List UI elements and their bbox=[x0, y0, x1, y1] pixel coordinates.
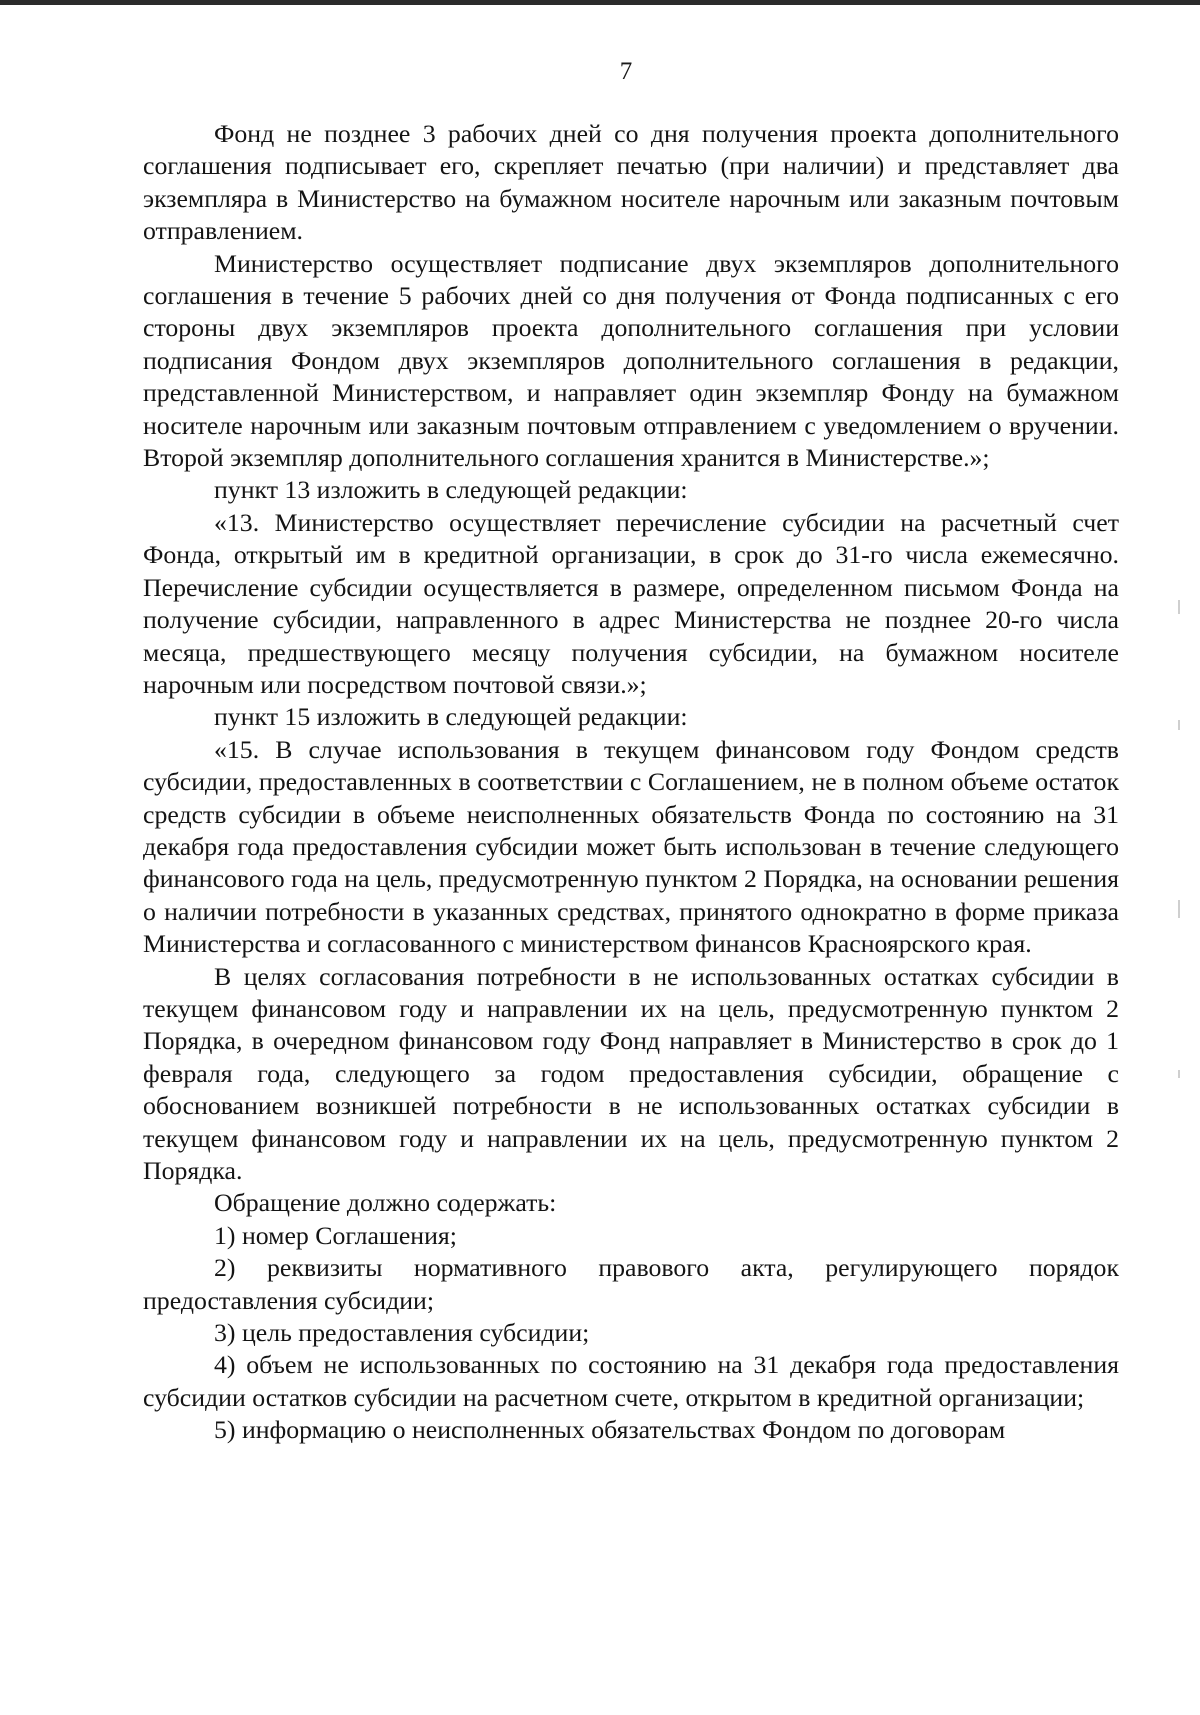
list-item-1: 1) номер Соглашения; bbox=[214, 1220, 457, 1250]
paragraph-clause-13: «13. Министерство осуществляет перечисление субсидии на расчетный счет Фонда, открытый им в кредитной организации, в срок до 31-го числа ежемесячно. Перечисление субсидии осуществляется в размере, определенном письмом Фонда на получение субсидии, направленного в адрес Министерства не позднее 20-го числа месяца, предшествующего месяцу получения субсидии, на бумажном носителе нарочным или посредством почтовой связи.»; bbox=[143, 507, 1119, 699]
list-item-5: 5) информацию о неисполненных обязательствах Фондом по договорам bbox=[214, 1415, 1006, 1445]
scan-speck bbox=[1178, 1070, 1180, 1078]
list-item-3: 3) цель предоставления субсидии; bbox=[214, 1318, 590, 1348]
scan-speck bbox=[1178, 720, 1180, 730]
list-item-4: 4) объем не использованных по состоянию на 31 декабря года предоставления субсидии остатков субсидии на расчетном счете, открытом в кредитной организации; bbox=[143, 1350, 1119, 1412]
page-number: 7 bbox=[619, 58, 633, 85]
scan-speck bbox=[1178, 600, 1180, 614]
paragraph-clause-13-intro: пункт 13 изложить в следующей редакции: bbox=[214, 475, 688, 505]
scan-speck bbox=[1178, 900, 1180, 918]
list-item-2: 2) реквизиты нормативного правового акта, регулирующего порядок предоставления субсидии; bbox=[143, 1253, 1119, 1315]
paragraph-clause-15-intro: пункт 15 изложить в следующей редакции: bbox=[214, 702, 688, 732]
paragraph-approval-procedure: В целях согласования потребности в не использованных остатках субсидии в текущем финансовом году и направлении их на цель, предусмотренную пунктом 2 Порядка, в очередном финансовом году Фонд направляет в Министерство в срок до 1 февраля года, следующего за годом предоставления субсидии, обращение с обоснованием возникшей потребности в не использованных остатках субсидии в текущем финансовом году и направлении их на цель, предусмотренную пунктом 2 Порядка. bbox=[143, 961, 1119, 1185]
paragraph-ministry-signing: Министерство осуществляет подписание двух экземпляров дополнительного соглашения в течение 5 рабочих дней со дня получения от Фонда подписанных с его стороны двух экземпляров проекта дополнительного соглашения при условии подписания Фондом двух экземпляров дополнительного соглашения в редакции, представленной Министерством, и направляет один экземпляр Фонду на бумажном носителе нарочным или заказным почтовым отправлением с уведомлением о вручении. Второй экземпляр дополнительного соглашения хранится в Министерстве.»; bbox=[143, 248, 1119, 473]
scan-edge-marks bbox=[1178, 600, 1182, 1200]
paragraph-request-contents: Обращение должно содержать: bbox=[214, 1188, 557, 1218]
document-body bbox=[143, 118, 1119, 1447]
scan-top-edge bbox=[0, 0, 1200, 5]
paragraph-clause-15: «15. В случае использования в текущем финансовом году Фондом средств субсидии, предоставленных в соответствии с Соглашением, не в полном объеме остаток средств субсидии в объеме неисполненных обязательств Фонда по состоянию на 31 декабря года предоставления субсидии может быть использован в течение следующего финансового года на цель, предусмотренную пунктом 2 Порядка, на основании решения о наличии потребности в указанных средствах, принятого однократно в форме приказа Министерства и согласованного с министерством финансов Красноярского края. bbox=[143, 734, 1119, 959]
paragraph-fund-signing: Фонд не позднее 3 рабочих дней со дня получения проекта дополнительного соглашения подписывает его, скрепляет печатью (при наличии) и представляет два экземпляра в Министерство на бумажном носителе нарочным или заказным почтовым отправлением. bbox=[143, 119, 1119, 246]
